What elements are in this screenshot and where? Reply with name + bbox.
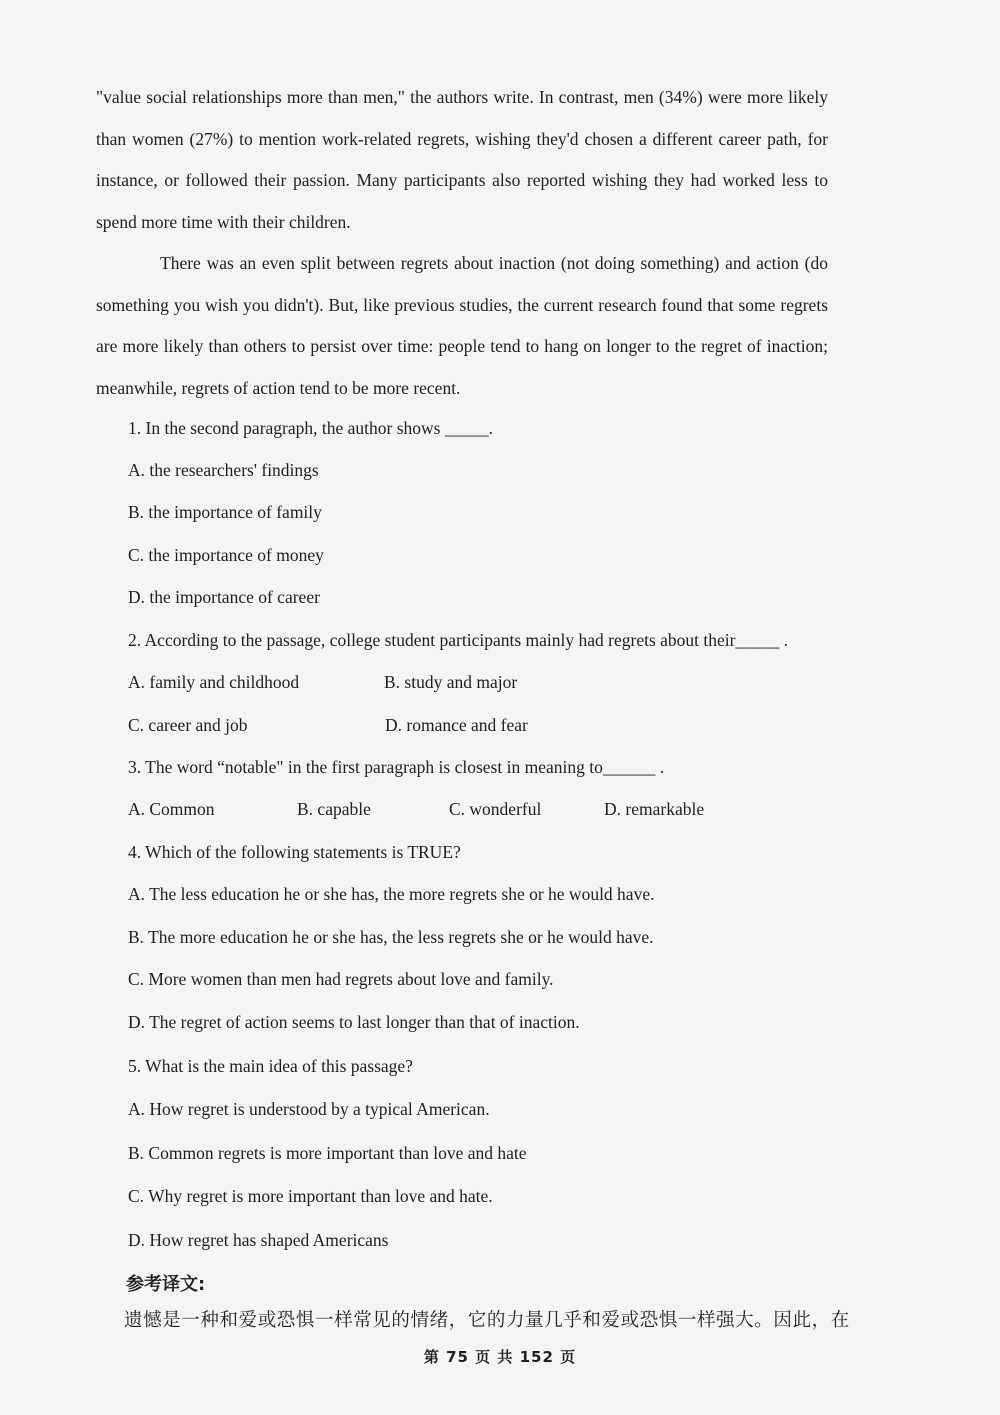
question-1-option-b: B. the importance of family	[128, 502, 322, 522]
question-1-option-c: C. the importance of money	[128, 545, 324, 565]
question-1-option-a: A. the researchers' findings	[128, 460, 319, 480]
question-4-option-c: C. More women than men had regrets about love and family.	[128, 969, 554, 989]
page-number-footer: 第 75 页 共 152 页	[423, 1348, 577, 1366]
question-2-option-d: D. romance and fear	[385, 715, 528, 735]
question-3-option-a: A. Common	[128, 799, 215, 819]
question-3-option-d: D. remarkable	[604, 799, 705, 819]
question-5-option-b: B. Common regrets is more important than love and hate	[128, 1143, 527, 1163]
question-3-option-c: C. wonderful	[449, 799, 542, 819]
question-4-stem: 4. Which of the following statements is TRUE?	[128, 842, 461, 862]
question-4-option-b: B. The more education he or she has, the less regrets she or he would have.	[128, 927, 654, 947]
question-2-stem: 2. According to the passage, college student participants mainly had regrets about their_____ .	[128, 630, 788, 650]
question-5-stem: 5. What is the main idea of this passage?	[128, 1056, 413, 1076]
question-3-stem: 3. The word “notable" in the first paragraph is closest in meaning to______ .	[128, 757, 665, 777]
question-1-option-d: D. the importance of career	[128, 587, 320, 607]
question-5-option-d: D. How regret has shaped Americans	[128, 1230, 389, 1250]
question-4-option-d: D. The regret of action seems to last longer than that of inaction.	[128, 1012, 580, 1032]
passage-paragraph-1: "value social relationships more than men," the authors write. In contrast, men (34%) were more likely than women (27%) to mention work-related regrets, wishing they'd chosen a different career path, for instance, or followed their passion. Many participants also reported wishing they had worked less to spend more time with their children.	[96, 87, 828, 232]
reference-translation-text: 遗憾是一种和爱或恐惧一样常见的情绪，它的力量几乎和爱或恐惧一样强大。因此，在	[124, 1310, 850, 1331]
question-1-stem: 1. In the second paragraph, the author shows _____.	[128, 418, 493, 438]
question-2-option-b: B. study and major	[384, 672, 518, 692]
question-4-option-a: A. The less education he or she has, the more regrets she or he would have.	[128, 884, 655, 904]
question-5-option-c: C. Why regret is more important than love and hate.	[128, 1186, 493, 1206]
question-5-option-a: A. How regret is understood by a typical American.	[128, 1099, 490, 1119]
question-2-option-c: C. career and job	[128, 715, 248, 735]
passage-paragraph-2: There was an even split between regrets about inaction (not doing something) and action (do something you wish you didn't). But, like previous studies, the current research found that some regrets are more likely than others to persist over time: people tend to hang on longer to the regret of inaction; meanwhile, regrets of action tend to be more recent.	[96, 253, 828, 398]
question-2-option-a: A. family and childhood	[128, 672, 300, 692]
question-3-option-b: B. capable	[297, 799, 371, 819]
reference-translation-title: 参考译文:	[126, 1274, 206, 1295]
